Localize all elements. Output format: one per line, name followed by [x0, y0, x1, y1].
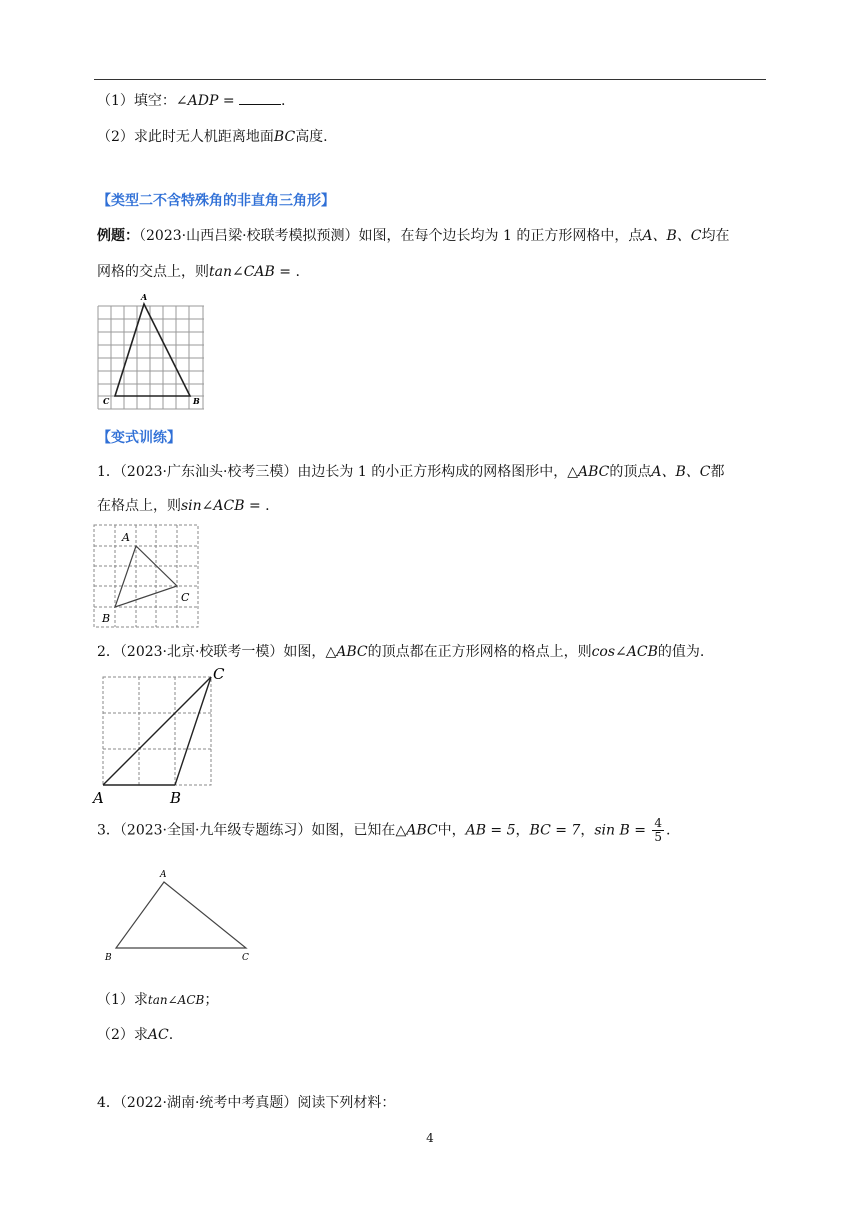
q3-part2-expression: AC [147, 1027, 169, 1043]
label-a: A [141, 292, 148, 302]
q3-part2-suffix: . [168, 1027, 174, 1043]
q3-text-b: 中， [437, 822, 466, 839]
answer-blank [239, 90, 281, 105]
part2-variable: BC [273, 129, 296, 145]
q3-fraction [652, 817, 664, 844]
example-label: 例题： [97, 228, 139, 244]
variants-heading: 【变式训练】 [97, 430, 181, 446]
q2-label-b: B [170, 789, 182, 807]
part1-prefix: （1）填空： [97, 93, 176, 109]
example-text-c: 网格的交点上，则 [97, 264, 209, 280]
q3-ab: AB = 5 [465, 822, 516, 839]
q2-label-a: A [93, 789, 104, 807]
q3-bc: BC = 7 [529, 822, 581, 839]
q1-triangle-shape [115, 546, 177, 607]
q3-triangle-figure [100, 864, 260, 968]
q3-part-1 [97, 990, 218, 1010]
part2-suffix: 高度. [295, 129, 328, 145]
q1-vars: A、B、C [651, 464, 711, 480]
example-text-a: （2023·山西吕梁·校联考模拟预测）如图，在每个边长均为 1 的正方形网格中，点 [139, 228, 643, 244]
q3-part1-suffix: ； [204, 992, 219, 1008]
example-vars: A、B、C [642, 228, 702, 244]
label-b: B [193, 396, 200, 406]
q1-text-a: 1．（2023·广东汕头·校考三模）由边长为 1 的小正方形构成的网格图形中， [97, 464, 568, 480]
q2-label-c: C [213, 665, 225, 683]
part1-suffix: . [281, 93, 286, 109]
q2-text-c: 的值为. [657, 644, 705, 660]
q1-triangle: △ABC [567, 464, 610, 480]
q3-triangle-shape [116, 882, 246, 948]
q3-part1-prefix: （1）求 [97, 992, 148, 1008]
prev-question-part1 [97, 90, 286, 111]
fraction-numerator: 4 [654, 816, 663, 830]
q3-line [97, 817, 670, 844]
q3-part2-prefix: （2）求 [97, 1027, 148, 1043]
part2-prefix: （2）求此时无人机距离地面 [97, 129, 274, 145]
q1-label-a: A [122, 531, 130, 544]
q3-triangle: △ABC [395, 822, 438, 839]
q1-text-b: 的顶点 [609, 464, 652, 480]
q2-triangle-shape [103, 677, 211, 785]
example-line-2 [97, 262, 300, 282]
q1-grid-figure [92, 522, 200, 630]
q2-expression: cos∠ACB [591, 644, 658, 660]
q4-line: 4．（2022·湖南·统考中考真题）阅读下列材料： [97, 1095, 396, 1111]
q3-sep-2: ， [580, 822, 595, 839]
q1-line-2 [97, 496, 270, 516]
q3-sep-1: ， [515, 822, 530, 839]
q3-label-a: A [160, 870, 167, 880]
part1-expression: ∠ADP = [175, 93, 240, 109]
q3-part1-expression: tan∠ACB [147, 993, 205, 1007]
q1-text-e: = . [244, 498, 270, 514]
q1-text-c: 都 [710, 464, 725, 480]
section-heading: 【类型二不含特殊角的非直角三角形】 [97, 193, 335, 209]
example-text-d: = . [274, 264, 300, 280]
example-line-1 [97, 226, 729, 246]
q1-text-d: 在格点上，则 [97, 498, 181, 514]
q2-text-a: 2．（2023·北京·校联考一模）如图， [97, 644, 326, 660]
q2-text-b: 的顶点都在正方形网格的格点上，则 [367, 644, 592, 660]
q1-line-1 [97, 462, 725, 482]
example-expression: tan∠CAB [209, 264, 275, 280]
q3-text-a: 3．（2023·全国·九年级专题练习）如图，已知在 [97, 822, 396, 839]
example-text-b: 均在 [701, 228, 730, 244]
prev-question-part2 [97, 127, 328, 147]
header-rule [94, 79, 766, 80]
page-number: 4 [426, 1131, 434, 1145]
q1-expression: sin∠ACB [181, 498, 245, 514]
fraction-denominator: 5 [654, 830, 663, 844]
q3-label-b: B [105, 953, 112, 963]
q1-label-c: C [181, 591, 190, 604]
q3-part-2 [97, 1025, 173, 1045]
q3-label-c: C [242, 953, 249, 963]
example-grid-figure [96, 292, 208, 412]
q2-triangle: △ABC [325, 644, 368, 660]
q1-label-b: B [102, 612, 111, 625]
triangle-abc [115, 304, 190, 396]
q2-line [97, 642, 704, 662]
q3-sin: sin B = [594, 822, 651, 839]
label-c: C [103, 396, 110, 406]
q3-text-end: . [666, 822, 671, 839]
q2-grid-figure [90, 664, 240, 808]
